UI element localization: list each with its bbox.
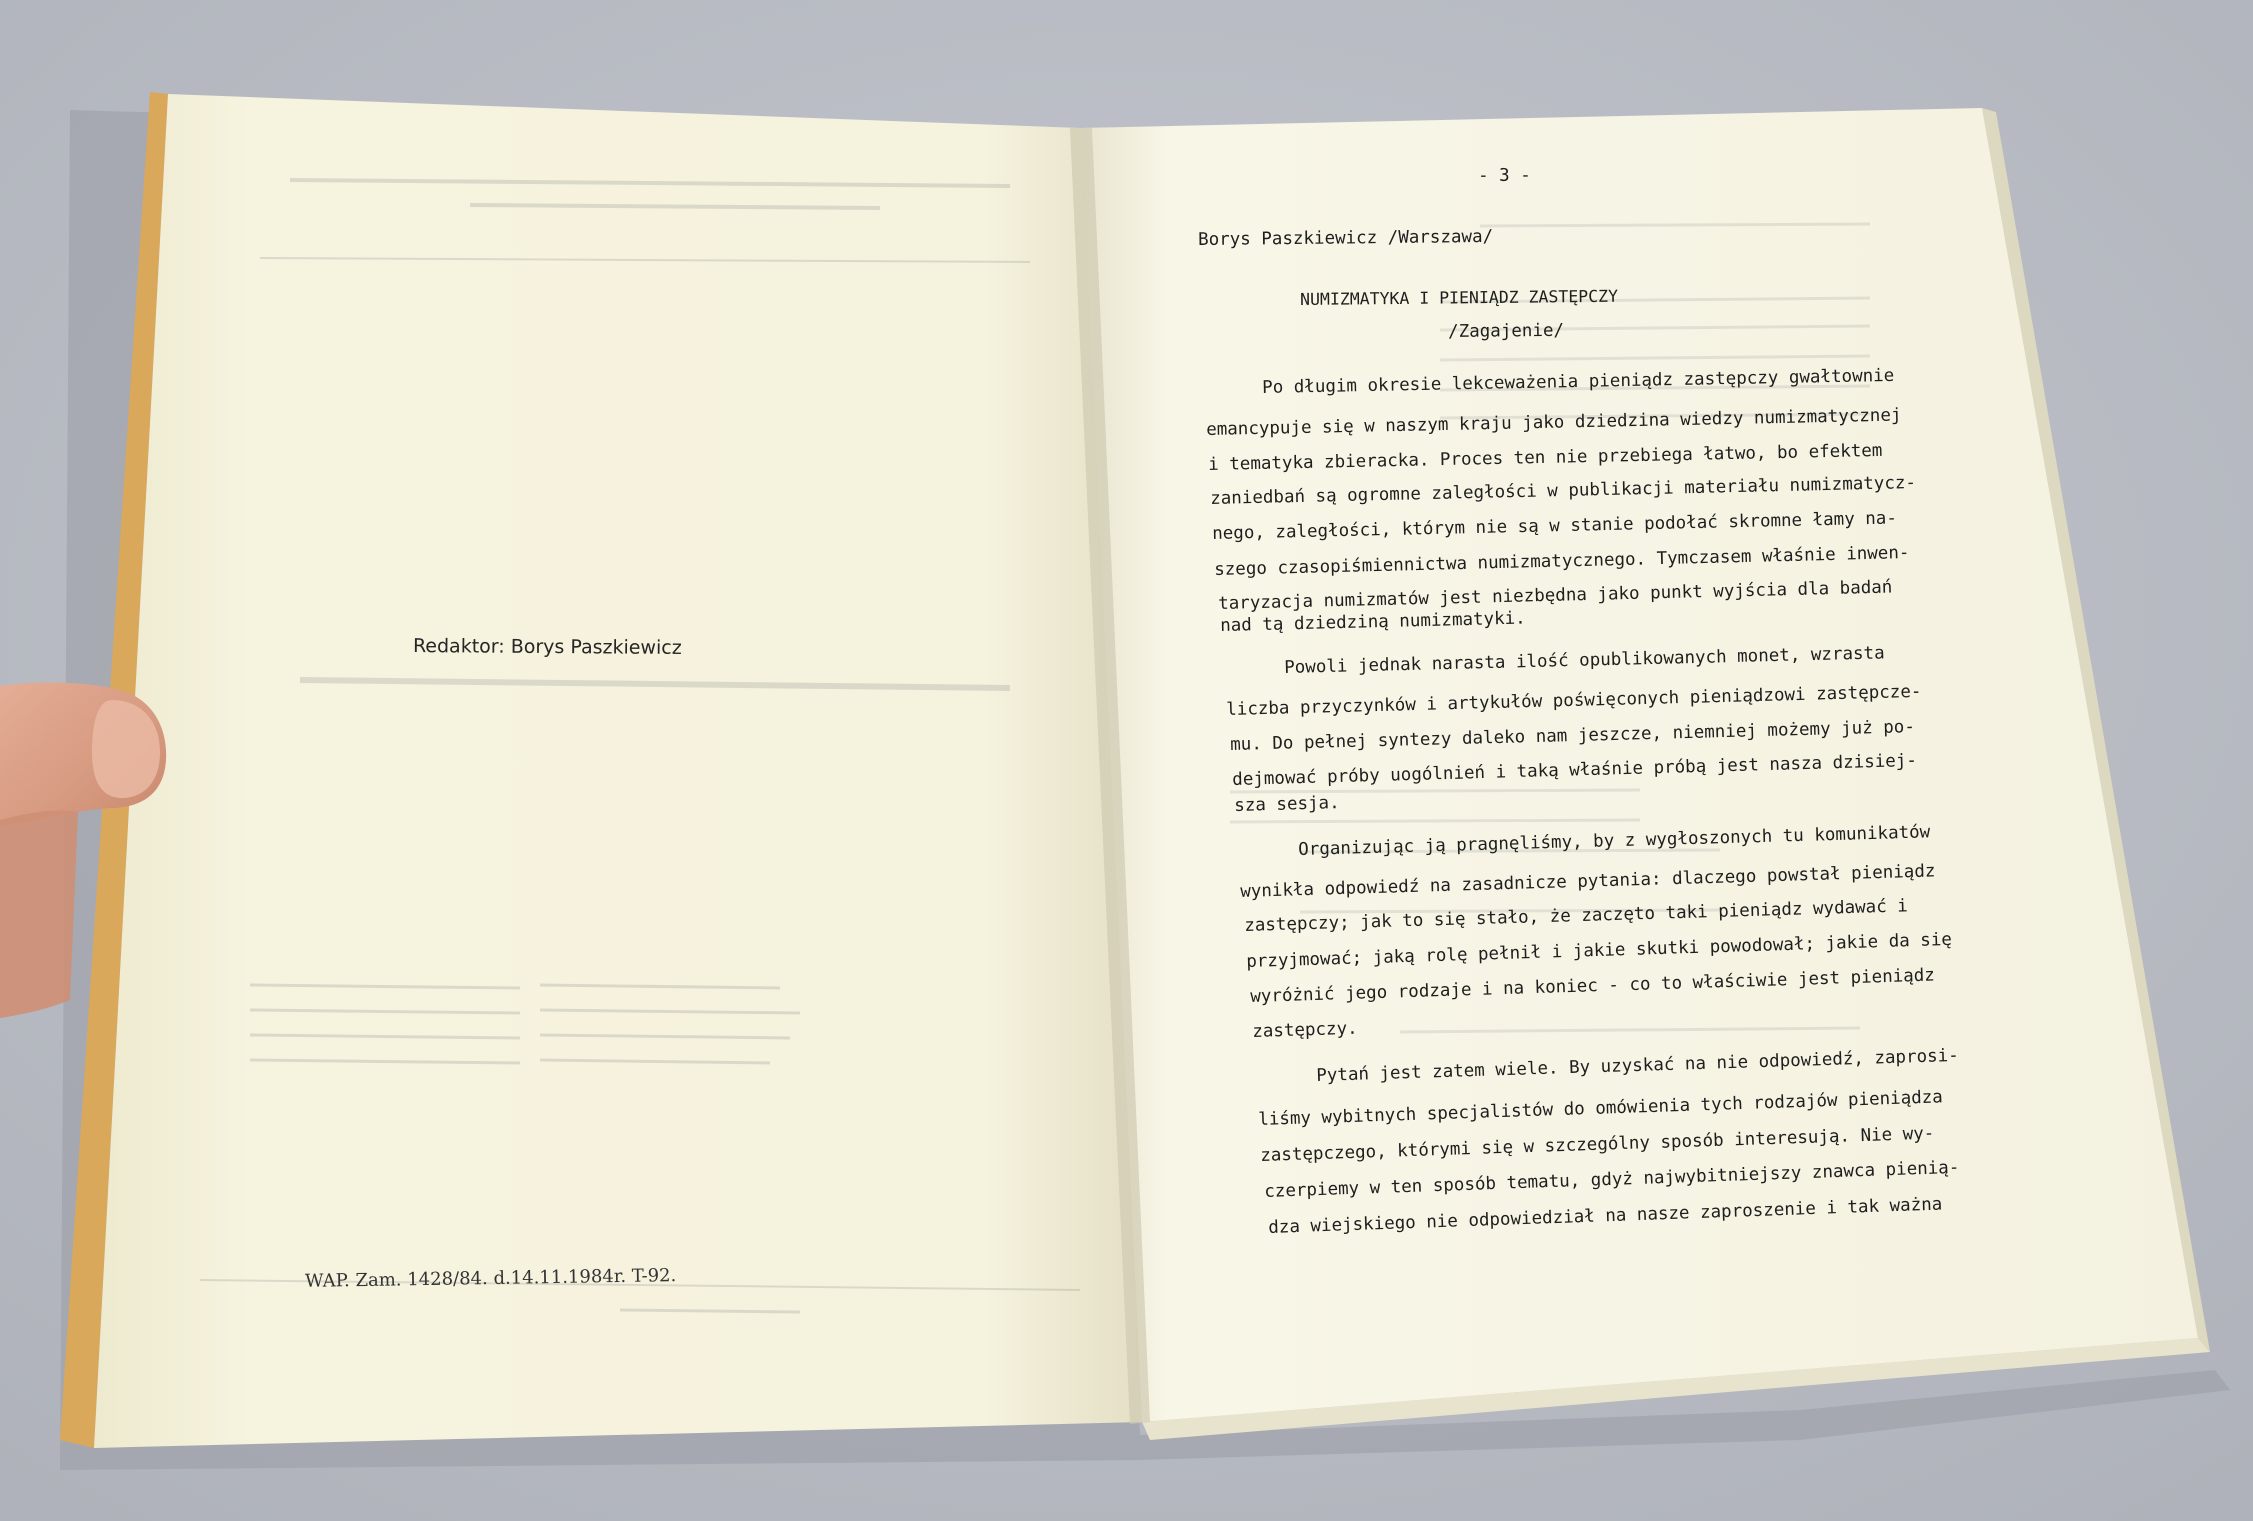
editor-line: Redaktor: Borys Paszkiewicz (412, 635, 682, 659)
body-line: nad tą dziedziną numizmatyki. (1220, 608, 1526, 636)
body-line: zastępczy. (1252, 1018, 1358, 1042)
body-line: liśmy wybitnych specjalistów do omówienia tych rodzajów pieniądza (1258, 1087, 1944, 1130)
body-line: czerpiemy w ten sposób tematu, gdyż najwybitniejszy znawca pienią- (1264, 1157, 1960, 1202)
body-line: emancypuje się w naszym kraju jako dziedzina wiedzy numizmatycznej (1206, 405, 1902, 440)
body-line: przyjmować; jaką rolę pełnił i jakie skutki powodował; jakie da się (1246, 929, 1953, 972)
body-line: sza sesja. (1234, 793, 1340, 816)
print-info-line: WAP. Zam. 1428/84. d.14.11.1984r. T-92. (304, 1265, 677, 1292)
author-line: Borys Paszkiewicz /Warszawa/ (1198, 226, 1494, 250)
page-number: - 3 - (1478, 165, 1531, 186)
article-title: NUMIZMATYKA I PIENIĄDZ ZASTĘPCZY (1300, 286, 1619, 309)
body-line: nego, zaległości, którym nie są w stanie podołać skromne łamy na- (1212, 508, 1898, 544)
body-line: dejmować próby uogólnień i taką właśnie próbą jest nasza dzisiej- (1232, 750, 1918, 790)
body-line: zaniedbań są ogromne zaległości w publikacji materiału numizmatycz- (1210, 472, 1917, 509)
body-line: i tematyka zbieracka. Proces ten nie przebiega łatwo, bo efektem (1208, 440, 1883, 475)
body-line: Po długim okresie lekceważenia pieniądz zastępczy gwałtownie (1262, 365, 1895, 398)
body-line: zastępczego, którymi się w szczególny sposób interesują. Nie wy- (1260, 1123, 1935, 1166)
article-subtitle: /Zagajenie/ (1448, 320, 1565, 342)
body-line: zastępczy; jak to się stało, że zaczęto taki pieniądz wydawać i (1244, 896, 1909, 936)
body-line: Organizując ją pragnęliśmy, by z wygłoszonych tu komunikatów (1298, 822, 1931, 860)
body-line: wyróżnić jego rodzaje i na koniec - co to właściwie jest pieniądz (1250, 965, 1936, 1007)
body-line: taryzacja numizmatów jest niezbędna jako punkt wyjścia dla badań (1218, 577, 1893, 614)
body-line: szego czasopiśmiennictwa numizmatycznego. Tymczasem właśnie inwen- (1214, 543, 1910, 580)
body-line: Pytań jest zatem wiele. By uzyskać na nie odpowiedź, zaprosi- (1316, 1045, 1960, 1086)
body-line: mu. Do pełnej syntezy daleko nam jeszcze, niemniej możemy już po- (1230, 717, 1916, 755)
body-line: Powoli jednak narasta ilość opublikowanych monet, wzrasta (1284, 643, 1885, 678)
body-line: dza wiejskiego nie odpowiedział na nasze zaproszenie i tak ważna (1268, 1194, 1943, 1238)
body-line: liczba przyczynków i artykułów poświęconych pieniądzowi zastępcze- (1226, 681, 1922, 720)
body-line: wynikła odpowiedź na zasadnicze pytania: dlaczego powstał pieniądz (1240, 861, 1936, 902)
